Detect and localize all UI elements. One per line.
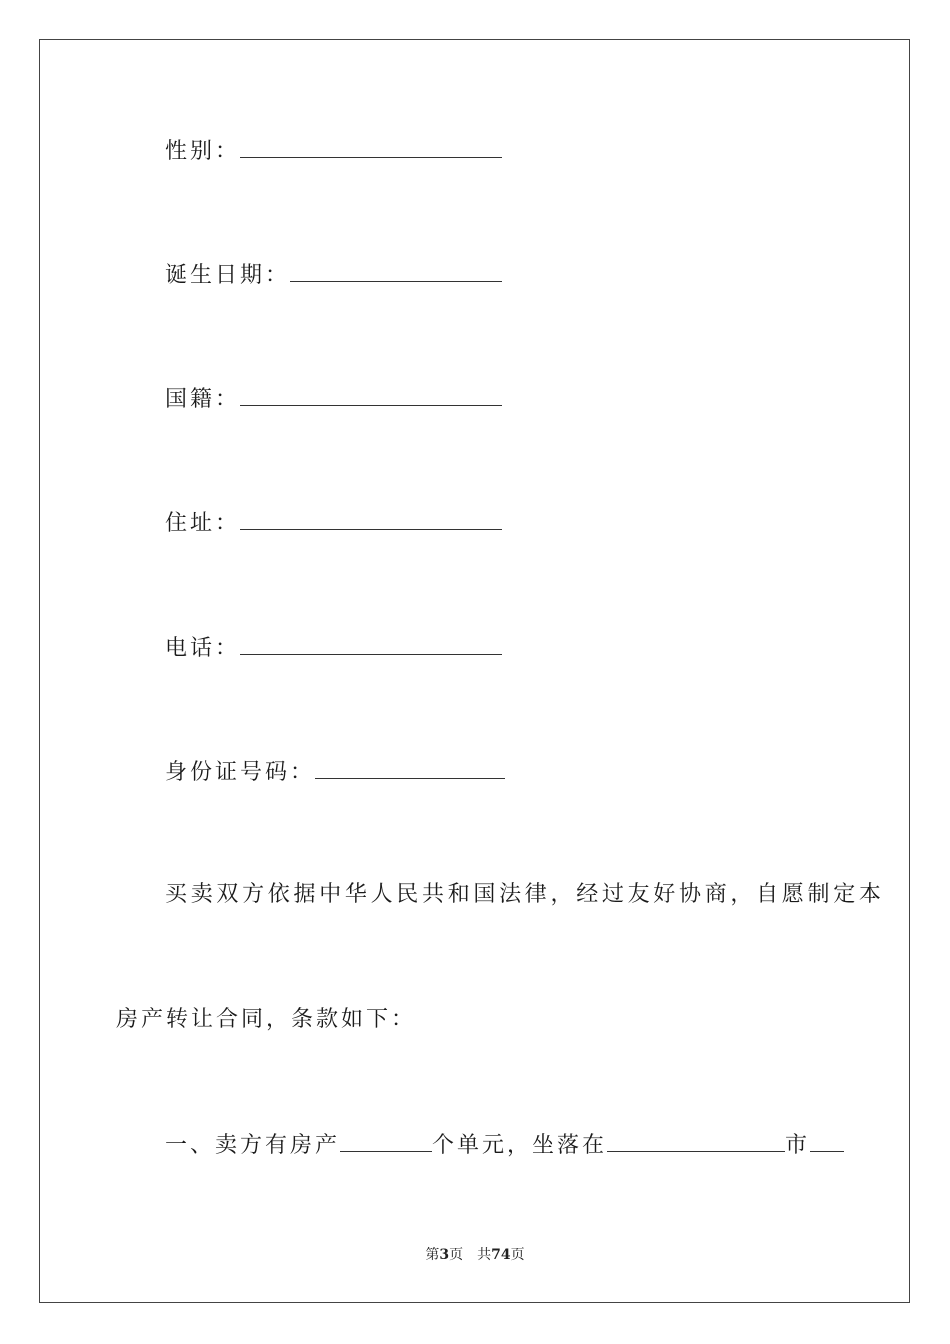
clause-1	[165, 1129, 844, 1161]
district-blank	[810, 1129, 844, 1152]
phone-blank	[240, 632, 502, 655]
gender-row	[165, 135, 502, 167]
page-prefix: 第	[425, 1247, 440, 1263]
page-current: 3	[439, 1247, 450, 1263]
birth-row	[165, 259, 502, 291]
address-label: 住址：	[165, 511, 241, 536]
intro-line-1: 买卖双方依据中华人民共和国法律，经过友好协商，自愿制定本	[165, 882, 885, 907]
id-label: 身份证号码：	[165, 760, 316, 785]
page-total: 74	[491, 1247, 511, 1263]
total-suffix: 页	[510, 1247, 525, 1263]
phone-row	[165, 632, 502, 664]
unit-count-blank	[340, 1129, 432, 1152]
clause-1-text-a: 一、卖方有房产	[165, 1133, 341, 1158]
clause-1-text-c: 市	[785, 1133, 811, 1158]
id-blank	[315, 756, 505, 779]
page-border	[39, 39, 910, 1303]
gender-label: 性别：	[165, 139, 241, 164]
intro-line-2: 房产转让合同，条款如下：	[116, 1007, 417, 1032]
address-row	[165, 507, 502, 539]
page-footer	[0, 1245, 950, 1265]
phone-label: 电话：	[165, 636, 241, 661]
gender-blank	[240, 135, 502, 158]
id-row	[165, 756, 505, 788]
nationality-blank	[240, 383, 502, 406]
page-suffix: 页	[449, 1247, 464, 1263]
total-prefix: 共	[477, 1247, 492, 1263]
birth-label: 诞生日期：	[165, 263, 291, 288]
nationality-label: 国籍：	[165, 387, 241, 412]
location-blank	[607, 1129, 785, 1152]
nationality-row	[165, 383, 502, 415]
clause-1-text-b: 个单元，坐落在	[432, 1133, 608, 1158]
address-blank	[240, 507, 502, 530]
birth-blank	[290, 259, 502, 282]
